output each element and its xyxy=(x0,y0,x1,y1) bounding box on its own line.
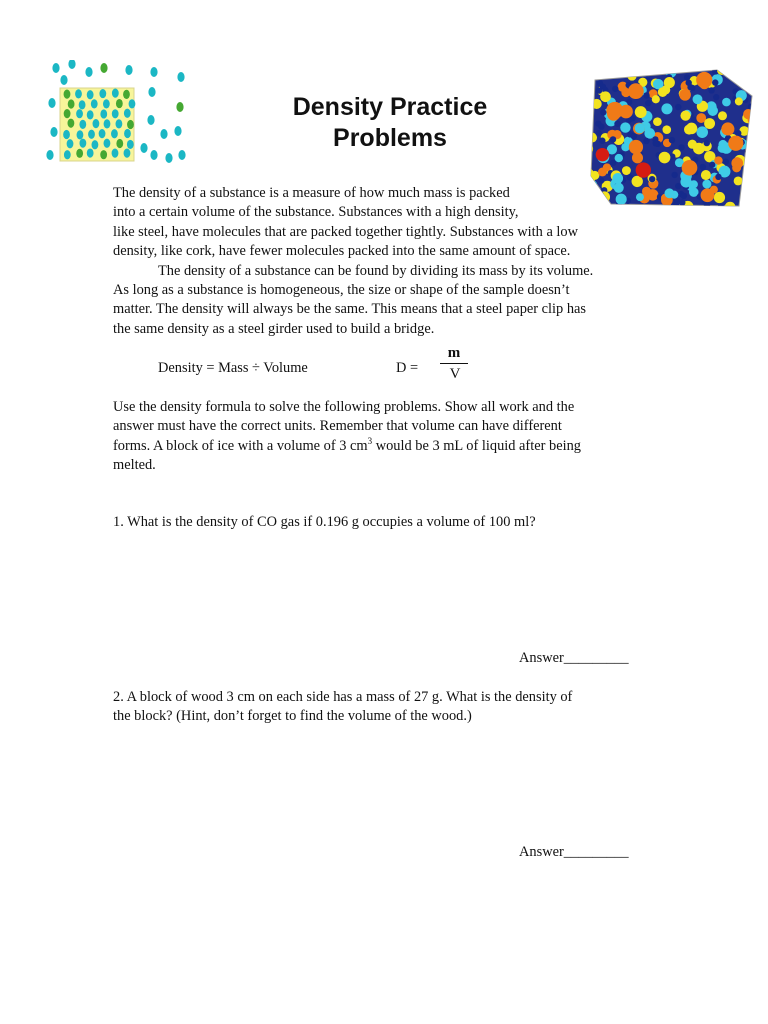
instructions-line xyxy=(113,437,581,456)
molecule xyxy=(79,100,86,109)
answer-blank-2[interactable]: Answer_________ xyxy=(519,844,629,860)
atom xyxy=(696,72,712,88)
molecule xyxy=(64,109,71,118)
instructions-line: melted. xyxy=(113,457,156,474)
atom xyxy=(708,87,714,93)
atom xyxy=(682,160,698,176)
atom xyxy=(596,148,609,161)
molecule xyxy=(129,99,136,108)
atom xyxy=(679,200,685,206)
atom xyxy=(715,174,721,180)
molecule xyxy=(112,109,119,118)
molecule xyxy=(87,148,94,157)
atom xyxy=(658,87,668,97)
instructions-text: forms. A block of ice with a volume of 3 cm xyxy=(113,437,368,454)
atom xyxy=(635,123,645,133)
atom xyxy=(728,136,743,151)
molecule xyxy=(124,109,131,118)
atom xyxy=(688,140,697,149)
atom xyxy=(723,158,729,164)
atom xyxy=(733,70,742,79)
molecule xyxy=(77,130,84,139)
page-title xyxy=(240,92,540,154)
molecule xyxy=(76,149,83,158)
atom xyxy=(659,152,671,164)
atom xyxy=(614,183,624,193)
molecule xyxy=(124,149,131,158)
intro-line: The density of a substance can be found by dividing its mass by its volume. xyxy=(158,262,594,279)
intro-line: into a certain volume of the substance. Substances with a high density, xyxy=(113,204,519,221)
instructions-line: Use the density formula to solve the following problems. Show all work and the xyxy=(113,399,575,415)
question-2 xyxy=(113,688,572,727)
atom xyxy=(744,176,752,184)
atom xyxy=(713,94,719,100)
atom xyxy=(595,130,601,136)
atom xyxy=(598,123,604,129)
atom xyxy=(621,143,629,151)
molecule xyxy=(123,90,130,99)
atom xyxy=(590,171,599,180)
instructions-text: would be 3 mL of liquid after being xyxy=(372,437,581,454)
atom xyxy=(664,188,674,198)
atom xyxy=(696,126,708,138)
atom xyxy=(645,100,651,106)
molecule xyxy=(79,120,86,129)
molecule xyxy=(76,109,83,118)
atom xyxy=(592,99,602,109)
atom xyxy=(712,79,718,85)
molecule xyxy=(100,150,107,159)
atom xyxy=(643,138,649,144)
molecule xyxy=(100,109,107,118)
atom xyxy=(675,104,681,110)
atom xyxy=(748,75,756,83)
atom xyxy=(679,89,691,101)
atom xyxy=(735,97,743,105)
atom xyxy=(619,105,633,119)
atom xyxy=(680,176,691,187)
atom xyxy=(627,72,636,81)
atom xyxy=(597,80,603,86)
low-density-molecules-illustration xyxy=(44,60,194,170)
intro-line: the same density as a steel girder used to build a bridge. xyxy=(113,320,435,337)
molecule xyxy=(63,130,70,139)
atom xyxy=(661,103,672,114)
atom xyxy=(604,68,612,74)
atom xyxy=(598,177,604,183)
atom xyxy=(701,188,715,202)
answer-blank-1[interactable]: Answer_________ xyxy=(519,650,629,666)
intro-line: The density of a substance is a measure of how much mass is packed xyxy=(113,185,510,201)
atom xyxy=(631,133,637,139)
atom xyxy=(734,76,740,82)
atom xyxy=(700,164,706,170)
molecule xyxy=(92,140,99,149)
molecule xyxy=(111,129,118,138)
atom xyxy=(684,68,690,72)
atom xyxy=(587,90,593,96)
molecule xyxy=(91,99,98,108)
atom xyxy=(738,75,744,81)
molecule xyxy=(64,150,71,159)
instructions-line: answer must have the correct units. Remember that volume can have different xyxy=(113,418,562,435)
atom xyxy=(714,192,725,203)
atom xyxy=(611,68,619,72)
atom xyxy=(722,98,731,107)
atom xyxy=(743,109,753,119)
molecule xyxy=(112,89,119,98)
atom xyxy=(747,158,756,167)
atom xyxy=(622,166,631,175)
atom xyxy=(600,109,606,115)
atom xyxy=(718,140,727,149)
atom xyxy=(704,202,710,208)
intro-line: like steel, have molecules that are packed together tightly. Substances with a low xyxy=(113,223,579,240)
atom xyxy=(704,118,715,129)
atom xyxy=(709,162,715,168)
atom xyxy=(620,122,630,132)
density-formula-words: Density = Mass ÷ Volume xyxy=(158,360,308,376)
molecule xyxy=(93,119,100,128)
molecule xyxy=(99,129,106,138)
atom xyxy=(669,137,675,143)
atom xyxy=(642,187,651,196)
atom xyxy=(587,126,592,135)
atom xyxy=(612,173,623,184)
intro-paragraph xyxy=(113,184,593,339)
atom xyxy=(599,138,605,144)
atom xyxy=(681,193,687,199)
atom xyxy=(671,172,677,178)
title-line-1: Density Practice xyxy=(292,93,488,121)
atom xyxy=(636,193,644,201)
question-1 xyxy=(113,513,536,532)
atom xyxy=(749,129,757,141)
atom xyxy=(745,187,753,195)
atom xyxy=(662,125,671,134)
atom xyxy=(596,87,602,93)
molecule xyxy=(75,89,82,98)
intro-line: As long as a substance is homogeneous, the size or shape of the sample doesn’t xyxy=(113,282,570,299)
molecule xyxy=(79,139,86,148)
atom xyxy=(718,111,727,120)
atom xyxy=(704,140,710,146)
atom xyxy=(678,144,684,150)
molecule xyxy=(68,99,75,108)
fraction-numerator: m xyxy=(440,345,468,364)
atom xyxy=(610,136,616,142)
atom xyxy=(649,176,655,182)
atom xyxy=(643,92,649,98)
density-fraction xyxy=(440,345,470,383)
molecule xyxy=(104,119,111,128)
atom xyxy=(635,106,647,118)
atom xyxy=(734,176,743,185)
atom xyxy=(587,132,591,140)
molecule xyxy=(116,119,123,128)
molecule xyxy=(64,90,71,99)
atom xyxy=(701,170,711,180)
superscript: 3 xyxy=(367,436,373,447)
molecule xyxy=(99,89,106,98)
molecule xyxy=(116,99,123,108)
atom xyxy=(664,77,675,88)
molecule xyxy=(68,119,75,128)
molecule xyxy=(87,110,94,119)
density-formula-lhs: D = xyxy=(396,360,419,376)
atom xyxy=(721,122,734,135)
atom xyxy=(748,141,757,151)
molecule xyxy=(88,130,95,139)
question-text: the block? (Hint, don’t forget to find the volume of the wood.) xyxy=(113,708,472,725)
atom xyxy=(735,130,741,136)
fraction-denominator: V xyxy=(449,366,461,382)
atom xyxy=(600,91,611,102)
atom xyxy=(636,162,651,177)
atom xyxy=(693,94,703,104)
molecule xyxy=(87,90,94,99)
atom xyxy=(680,110,690,120)
atom xyxy=(746,149,757,160)
atom xyxy=(702,180,711,189)
atom xyxy=(607,107,620,120)
atom xyxy=(593,188,599,194)
atom xyxy=(652,140,658,146)
title-line-2: Problems xyxy=(333,124,447,152)
atom xyxy=(614,121,620,127)
atom xyxy=(587,132,591,138)
atom xyxy=(612,86,618,92)
high-density-cube-illustration xyxy=(587,68,757,208)
atom xyxy=(615,154,623,162)
molecule xyxy=(104,139,111,148)
molecule xyxy=(127,140,134,149)
atom xyxy=(673,201,679,207)
molecule xyxy=(124,129,131,138)
molecule xyxy=(103,99,110,108)
intro-line: matter. The density will always be the same. This means that a steel paper clip has xyxy=(113,301,587,318)
molecule xyxy=(116,139,123,148)
atom xyxy=(686,123,697,134)
atom xyxy=(732,163,741,172)
atom xyxy=(598,168,607,177)
atom xyxy=(754,68,757,73)
question-text: 1. What is the density of CO gas if 0.196 g occupies a volume of 100 ml? xyxy=(113,514,536,530)
atom xyxy=(587,112,593,118)
atom xyxy=(629,140,643,154)
atom xyxy=(652,95,660,103)
atom xyxy=(714,156,722,164)
atom xyxy=(628,83,644,99)
intro-line: density, like cork, have fewer molecules packed into the same amount of space. xyxy=(113,243,571,260)
molecule xyxy=(127,120,134,129)
instructions-paragraph xyxy=(113,398,581,476)
atom xyxy=(616,194,627,205)
atom xyxy=(684,74,690,80)
molecule xyxy=(112,149,119,158)
molecule xyxy=(67,139,74,148)
atom xyxy=(653,117,662,126)
atom xyxy=(675,183,681,189)
question-text: 2. A block of wood 3 cm on each side has a mass of 27 g. What is the density of xyxy=(113,689,573,705)
